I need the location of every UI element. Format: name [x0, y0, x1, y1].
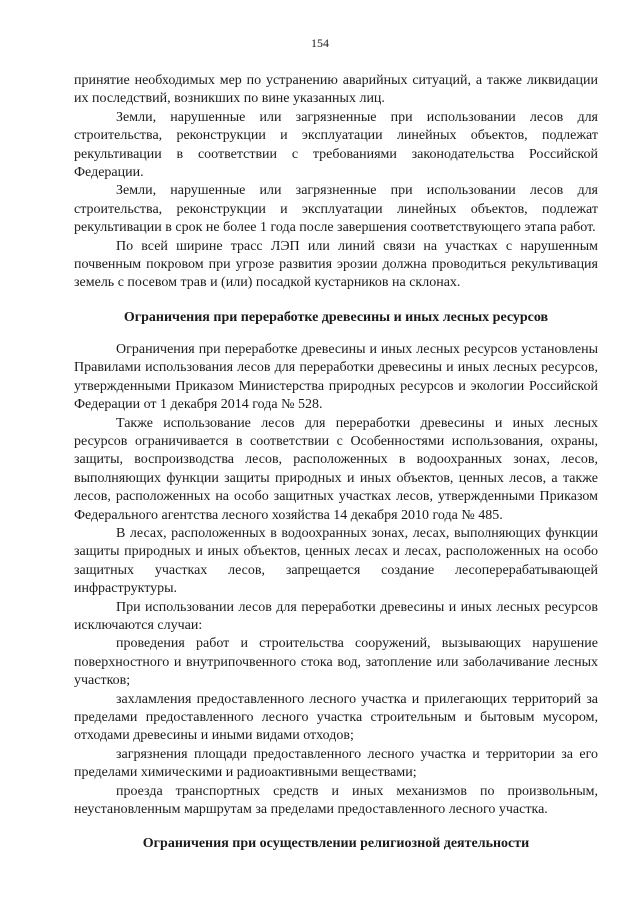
paragraph: Земли, нарушенные или загрязненные при использовании лесов для строительства, реконструкции и эксплуатации линейных объектов, подлежат рекультивации в соответствии с требованиями законодательства Российской Федерации.	[74, 109, 598, 181]
page-content	[74, 72, 598, 867]
paragraph: Земли, нарушенные или загрязненные при использовании лесов для строительства, реконструкции и эксплуатации линейных объектов, подлежат рекультивации в срок не более 1 года после завершения соответствующего этапа работ.	[74, 183, 598, 236]
section-heading-wood-processing: Ограничения при переработке древесины и иных лесных ресурсов	[123, 309, 549, 325]
paragraph: принятие необходимых мер по устранению аварийных ситуаций, а также ликвидации их последствий, возникших по вине указанных лиц.	[74, 73, 598, 107]
paragraph: Ограничения при переработке древесины и иных лесных ресурсов установлены Правилами использования лесов для переработки древесины и иных лесных ресурсов, утвержденными Приказом Министерства природных ресурсов и экологии Российской Федерации от 1 декабря 2014 года № 528.	[74, 341, 598, 413]
list-item: захламления предоставленного лесного участка и прилегающих территорий за пределами предоставленного лесного участка строительным и бытовым мусором, отходами древесины и иными видами отходов;	[74, 691, 598, 744]
list-item: загрязнения площади предоставленного лесного участка и территории за его пределами химическими и радиоактивными веществами;	[74, 746, 598, 781]
list-item: проезда транспортных средств и иных механизмов по произвольным, неустановленным маршрутам за пределами предоставленного лесного участка.	[74, 783, 598, 818]
section-heading-religious-activity: Ограничения при осуществлении религиозной деятельности	[142, 836, 530, 852]
paragraph: При использовании лесов для переработки древесины и иных лесных ресурсов исключаются случаи:	[74, 599, 598, 633]
list-item: проведения работ и строительства сооружений, вызывающих нарушение поверхностного и внутрипочвенного стока вод, затопление или заболачивание лесных участков;	[74, 636, 598, 689]
paragraph: Также использование лесов для переработки древесины и иных лесных ресурсов ограничивается в соответствии с Особенностями использования, охраны, защиты, воспроизводства лесов, расположенных в водоохранных зонах, лесов, выполняющих функции защиты природных и иных объектов, ценных лесов, а также лесов, расположенных на особо защитных участках лесов, утвержденными Приказом Федерального агентства лесного хозяйства 14 декабря 2010 года № 485.	[74, 415, 598, 523]
paragraph: В лесах, расположенных в водоохранных зонах, лесах, выполняющих функции защиты природных и иных объектов, ценных лесах и лесах, расположенных на особо защитных участках лесов, запрещается создание лесоперерабатывающей инфраструктуры.	[74, 525, 598, 597]
page-number: 154	[311, 36, 329, 50]
paragraph: По всей ширине трасс ЛЭП или линий связи на участках с нарушенным почвенным покровом при угрозе развития эрозии должна проводиться рекультивация земель с посевом трав и (или) посадкой кустарников на склонах.	[74, 238, 598, 291]
